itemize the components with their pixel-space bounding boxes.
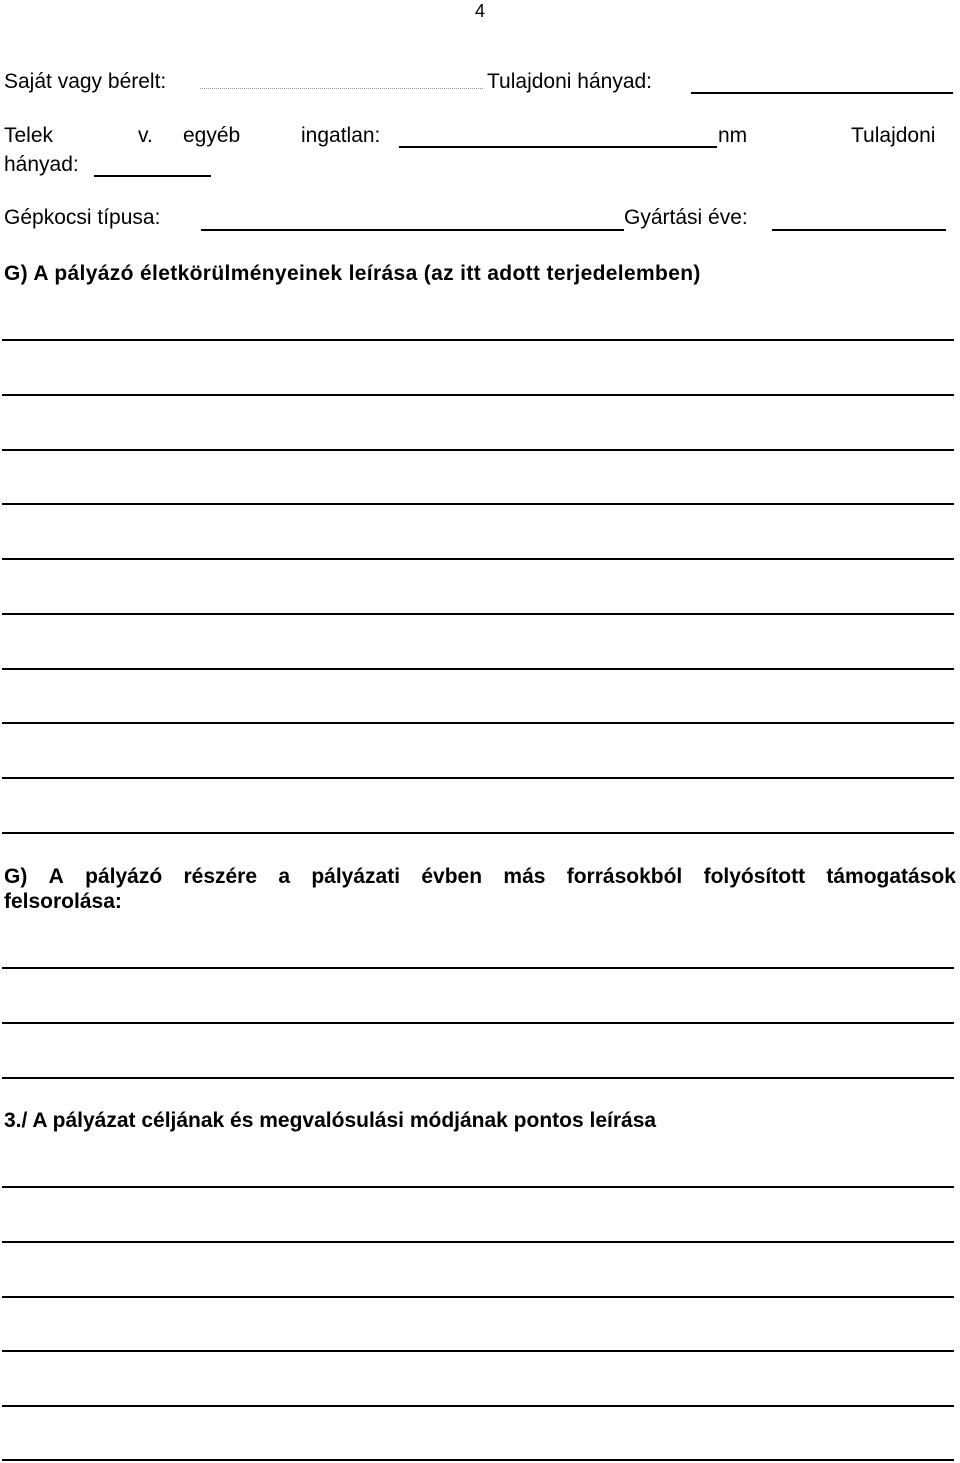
- answer-line[interactable]: [2, 1186, 954, 1188]
- or-label: v.: [138, 124, 153, 147]
- answer-line[interactable]: [2, 967, 954, 969]
- answer-line[interactable]: [2, 1296, 954, 1298]
- ownership-share-field[interactable]: [691, 92, 953, 94]
- ownership-share-word: Tulajdoni: [851, 124, 936, 147]
- answer-line[interactable]: [2, 1241, 954, 1243]
- section-g2-title: [4, 865, 956, 889]
- own-or-rented-field[interactable]: [200, 88, 483, 89]
- car-year-label: Gyártási éve:: [624, 206, 748, 229]
- title-word: G): [4, 865, 28, 888]
- title-word: évben: [421, 865, 483, 888]
- own-or-rented-label: Saját vagy bérelt:: [4, 70, 167, 93]
- other-label: egyéb: [183, 124, 241, 147]
- area-unit: nm: [718, 124, 748, 147]
- answer-line[interactable]: [2, 1459, 954, 1461]
- answer-line[interactable]: [2, 1022, 954, 1024]
- car-type-field[interactable]: [201, 229, 624, 231]
- car-type-label: Gépkocsi típusa:: [4, 206, 161, 229]
- answer-line[interactable]: [2, 1077, 954, 1079]
- answer-line[interactable]: [2, 613, 954, 615]
- car-year-field[interactable]: [772, 229, 946, 231]
- title-word: részére: [183, 865, 258, 888]
- title-word: folyósított: [703, 865, 806, 888]
- answer-line[interactable]: [2, 394, 954, 396]
- share-word: hányad:: [4, 153, 79, 176]
- title-word: pályázó: [85, 865, 163, 888]
- section-g1-title: G) A pályázó életkörülményeinek leírása (az itt adott terjedelemben): [4, 262, 701, 285]
- page-number: 4: [474, 1, 485, 21]
- title-word: más: [503, 865, 546, 888]
- ownership-share-label: Tulajdoni hányad:: [487, 70, 653, 93]
- real-estate-label: ingatlan:: [301, 124, 381, 147]
- answer-line[interactable]: [2, 1350, 954, 1352]
- answer-line[interactable]: [2, 832, 954, 834]
- section-3-title: 3./ A pályázat céljának és megvalósulási módjának pontos leírása: [4, 1109, 657, 1132]
- real-estate-area-field[interactable]: [399, 146, 717, 148]
- answer-line[interactable]: [2, 449, 954, 451]
- answer-line[interactable]: [2, 503, 954, 505]
- answer-line[interactable]: [2, 558, 954, 560]
- title-word: támogatások: [826, 865, 956, 888]
- answer-line[interactable]: [2, 339, 954, 341]
- title-word: A: [48, 865, 64, 888]
- title-word: a: [278, 865, 291, 888]
- answer-line[interactable]: [2, 777, 954, 779]
- section-g2-title-line2: felsorolása:: [4, 890, 122, 913]
- answer-line[interactable]: [2, 1405, 954, 1407]
- title-word: forrásokból: [566, 865, 683, 888]
- plot-label: Telek: [4, 124, 54, 147]
- answer-line[interactable]: [2, 722, 954, 724]
- answer-line[interactable]: [2, 668, 954, 670]
- real-estate-share-field[interactable]: [94, 175, 211, 177]
- title-word: pályázati: [311, 865, 401, 888]
